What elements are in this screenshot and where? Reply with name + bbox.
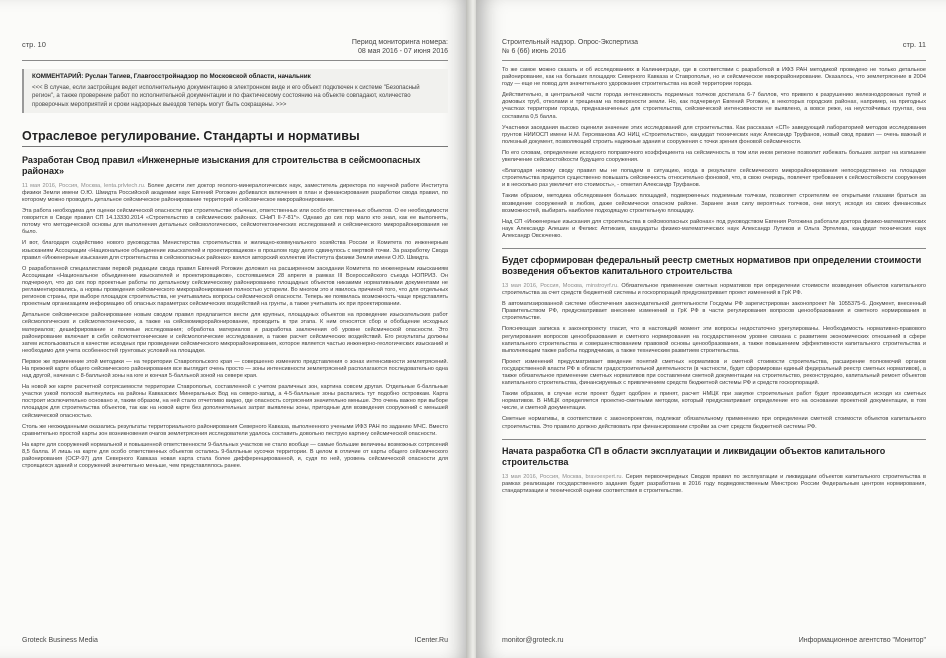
article-paragraph: По его словам, определение исходного поправочного коэффициента на сейсмичность в том или ином регионе позволит избежать больших затрат на излишнее увеличение сейсмостойкости будущего сооружения. bbox=[502, 149, 926, 164]
article-paragraph: «Благодаря новому своду правил мы не попадем в ситуацию, когда в результате сейсмического микрорайонирования непосредственно на площадке строительства придется существенно повышать сейсмичность относительно фоновой, что, в свою очередь, повлечет требования к сейсмостойкости сооружения и в несколько раз увеличит его стоимость», - отметил Александр Труфанов. bbox=[502, 168, 926, 189]
article-paragraph: Сметные нормативы, в соответствии с законопроектом, подлежат обязательному применению при определении сметной стоимости объектов капитального строительства. Это правило должно действовать при финансировании стройки за счет средств бюджетной системы РФ. bbox=[502, 416, 926, 430]
article-title: Будет сформирован федеральный реестр сметных нормативов при определении стоимости возведения объектов капитального строительства bbox=[502, 248, 926, 277]
article-paragraph: То же самое можно сказать и об исследованиях в Калининграде, где в соответствии с разработкой в ИФЗ РАН методикой проведено не только детальное районирование, как на больших площадях Северного Кавказа и Ставрополья, но и сейсмическое микрорайонирование. Оказалось, что землетрясение в 2004 году — еще не повод для значительного удорожания строительства на всей территории города. bbox=[502, 67, 926, 88]
section-title: Отраслевое регулирование. Стандарты и нормативы bbox=[22, 129, 448, 147]
article-paragraph: Детальное сейсмическое районирование новым сводом правил предлагается вести для крупных, площадных объектов на проведение изыскательских работ сейсмологических и сейсмотектонических, а также на сейсмомикрорайонирование, проводить в три этапа. К ним относятся сбор и обобщение исходных материалов; дешифрирование и полевые исследования; обработка материалов и разработка заключения об уровне сейсмической опасности. Это районирование включает в себя сейсмотектонические и сейсмологические исследования, а также расчет сейсмических воздействий. Его результаты должны затем использоваться в качестве исходных при проведении сейсмического микрорайонирования, которое является частью инженерно-геологических изысканий и необходимо для учета особенностей грунтовых условий на площадке. bbox=[22, 312, 448, 354]
header-rule bbox=[22, 60, 448, 61]
right-page-footer bbox=[502, 634, 926, 644]
publication-name: Строительный надзор. Опрос-Экспертиза bbox=[502, 39, 639, 46]
paragraph-text: Обязательное применение сметных нормативов при определении стоимости возведения объектов капитального строительства за счет средств бюджетной системы и госкорпораций предусматривает проект изменений в ГрК РФ. bbox=[502, 282, 926, 297]
article-paragraph: Эта работа необходима для оценки сейсмической опасности при строительстве обычных, ответственных или особо ответственных объектов. О ее необходимости говорится в Своде правил СП 14.13330.2014 «Строительство в сейсмических районах. СНиП II-7-81*». Однако до сих пор мало кто знал, как ее выполнять, потому что методической основы для выполнения детальных сейсмологических, сейсмотектонических исследований и сейсмического микрорайонирования не было. bbox=[22, 208, 448, 236]
right-page-header bbox=[502, 22, 926, 56]
article-paragraph bbox=[22, 183, 448, 204]
article-paragraph bbox=[502, 283, 926, 297]
article-paragraph: Поясняющая записка к законопроекту гласит, что в настоящий момент эти вопросы недостаточно урегулированы. Необходимость нормативно-правового регулирования вопросов ценообразования и сметного нормирования на государственном уровне связана с развитием экономических отношений в сфере капитального строительства и совершенствованием правовой основы ценообразования, а также повышением эффективности капитального строительства и выполняющим также работы подрядчикам, а также техническим развитием строительства. bbox=[502, 326, 926, 354]
article-paragraph: Таким образом, в случае если проект будет одобрен и принят, расчет НМЦК при закупке строительных работ будет производиться исходя из сметных нормативов. В НМЦК определяется проектно-сметными методом, который предусматривает определение его на основании проектной документации, в том числе, и сметной документации. bbox=[502, 391, 926, 412]
article-paragraph bbox=[502, 474, 926, 495]
article-meta: 13 мая 2016, Россия, Москва, minstroyrf.ru. bbox=[502, 282, 619, 289]
article-paragraph: Проект изменений предусматривает введение понятий сметных нормативов и сметной стоимости строительства, расширение полномочий органов государственной власти РФ в области градостроительной деятельности (в частности, будет сформирован единый федеральный реестр сметных нормативов), а также обязательное применение сметных нормативов при составлении сметной документации на строительство, реконструкцию, капитальный ремонт объектов капитального строительства, финансируемых с привлечением средств бюджетной системы РФ и средств госкорпораций. bbox=[502, 358, 926, 387]
left-page-footer bbox=[22, 634, 448, 644]
article-paragraph: И вот, благодаря содействию нового руководства Министерства строительства и жилищно-коммунального хозяйства России и Комитета по инженерным изысканиям Ассоциации «Национальное объединение изыскателей и проектировщиков» в прошлом году дело сдвинулось с мертвой точки. За разработку Свода правил «Инженерные изыскания для строительства в сейсмоопасных районах» взялся авторский коллектив Института физики Земли имени О.Ю. Шмидта. bbox=[22, 240, 448, 261]
comment-text: <<< В случае, если застройщик ведет исполнительную документацию в электронном виде и его объект подключен к системе "Безопасный регион", а также проверение работ по исполнительной документации и по фактическому состоянию на объекте совпадают, количество проверочных мероприятий и сроки надзорных выездов теперь могут быть сокращены. >>> bbox=[32, 85, 420, 108]
publisher-name: Groteck Business Media bbox=[22, 637, 98, 644]
article-title: Разработан Свод правил «Инженерные изыскания для строительства в сейсмоопасных районах» bbox=[22, 154, 421, 176]
article-paragraph: Таким образом, методика обследования больших площадей, подверженных подземным толчкам, позволяет строителям ее открытыми глазами браться за возведение сооружений в любом, даже сейсмически опасном районе. Заранее зная силу вероятных толчков, они могут, исходя из своих финансовых возможностей, выбирать наиболее подходящую строительную площадку. bbox=[502, 193, 926, 214]
monitoring-period bbox=[352, 38, 448, 56]
page-number: стр. 11 bbox=[902, 40, 926, 49]
right-page bbox=[476, 0, 946, 658]
publication-info bbox=[502, 38, 638, 56]
comment-box bbox=[22, 69, 448, 113]
article-meta: 11 мая 2016, Россия, Москва, lenta.prlvtech.ru. bbox=[22, 182, 146, 189]
paragraph-text: Серия первоочередных Сводов правил по эксплуатации и ликвидации объектов капитального строительства в рамках реализации государственного задания будет разработана в 2016 году подведомственным Минстрою России Федеральным центром нормирования, стандартизации и технической оценки соответствия в строительстве. bbox=[502, 473, 927, 494]
article-paragraph: На карте для сооружений нормальной и повышенной ответственности 9-балльных участков не стало вообще — самые большие величины возможных сотрясений 8,5 балла. И лишь на карте для особо ответственных объектов остались 9-балльные кусочки территории. В целом в отличие от карты общего сейсмического районирования (ОСР-97) для Северного Кавказа новая карта стала более дифференцированной, и, судя по ней, уровень сейсмической опасности для строящихся зданий и сооружений значительно меньше, чем представлялось ранее. bbox=[22, 441, 448, 470]
article-paragraph: О разработанной специалистами первой редакции свода правил Евгений Рогожин доложил на расширенном заседании Комитета по инженерным изысканиям Ассоциации «Национальное объединение изыскателей и проектировщиков», состоявшемся 28 апреля в рамках III Всероссийского съезда НОПРИЗ. Он подчеркнул, что до сих пор проектные работы по детальному сейсмическому районированию площадных объектов никакими нормативными документами не регламентировались, а нормы проведения сейсмического микрорайонирования полностью устарели. Во многом это и явилось причиной того, что для отдельных регионов страны, при выборе площадок строительства, не учитывались вопросы сейсмической опасности. Теперь же появилась возможность чаще представлять проектным организациям информацию об опасных параметрах сейсмических воздействий на грунты, а также учитывать их при проектировании. bbox=[22, 265, 448, 308]
paragraph-text: Более десяти лет доктор геолого-минералогических наук, заместитель директора по научной работе Института физики Земли имени О.Ю. Шмидта Российской академии наук Евгений Рогожин добивался включения в план и финансирования разработки свода правил, по которому можно проводить детальное сейсмическое районирование территорий и сейсмическое микрорайонирование. bbox=[22, 182, 448, 203]
monitoring-period-dates: 08 мая 2016 - 07 июня 2016 bbox=[357, 48, 448, 55]
article-meta: 13 мая 2016, Россия, Москва, bravoexpert.ru. bbox=[502, 473, 624, 480]
agency-name: Информационное агентство "Монитор" bbox=[798, 637, 926, 644]
article-paragraph: Столь же неожиданными оказались результаты территориального районирования Северного Кавказа, выполненного учеными ИФЗ РАН по заданию МЧС. Вместо сравнительно простой карты зон возникновения очагов землетрясения исследователи удалось составить довольно пеструю картину сейсмической опасности. bbox=[22, 423, 448, 437]
comment-title: КОММЕНТАРИЙ: Руслан Тагиев, Главгосстройнадзор по Московской области, начальник bbox=[32, 73, 311, 80]
article-paragraph: В автоматизированной системе обеспечения законодательной деятельности Госдумы РФ зарегистрирован законопроект № 1055375-6. Документ, внесенный Правительством РФ, предусматривает внесение изменений в ГрК РФ в части регулирования вопросов ценообразования и сметного нормирования в строительстве. bbox=[502, 301, 926, 322]
article-paragraph: Над СП «Инженерные изыскания для строительства в сейсмоопасных районах» под руководством Евгения Рогожина работали доктора физико-математических наук Александр Алешин и Феликс Аптикаев, кандидаты физико-математических наук Александр Лутиков и Ольга Эртелева, кандидат технических наук Александр Овсюченко. bbox=[502, 218, 926, 239]
monitoring-period-label: Период мониторинга номера: bbox=[351, 39, 448, 46]
footer-site: ICenter.Ru bbox=[414, 637, 448, 644]
contact-email: monitor@groteck.ru bbox=[502, 637, 564, 644]
article-title: Начата разработка СП в области эксплуатации и ликвидации объектов капитального строительства bbox=[502, 439, 926, 468]
left-page-header bbox=[22, 22, 448, 56]
article-paragraph: Действительно, в центральной части города интенсивность подземных толчков достигала 6-7 баллов, что привело к разрушению железнодорожных путей и домовых труб, отколами и трещинам на поверхности земли. Но, как подчеркнул Евгений Рогожин, в некоторых городских районах, например, на пригодных участках территории города, предназначенных для строительства, сейсмической интенсивности не выявлено, а вовсе реже, на неустойчивых грунтах, она составила 0,5 балла. bbox=[502, 92, 926, 120]
article-paragraph: Участники заседания высоко оценили значение этих исследований для строительства. Как рассказал «СП» заведующий лабораторией методов исследования грунтов НИИОСП имени Н.М. Герсеванова АО НИЦ «Строительство», кандидат технических наук Александр Труфанов, новый свод правил — очень важный и полезный документ, позволяющий строить надежные здания и сооружения с точки зрения фоновой сейсмичности. bbox=[502, 124, 926, 145]
page-number: стр. 10 bbox=[22, 40, 46, 49]
left-page bbox=[0, 0, 470, 658]
article-paragraph: На новой же карте расчетной сотрясаемости территории Ставрополья, составленной с учетом различных зон, картина совсем другая. Отдельные 6-балльные участки узкой полосой вытянулись на районы Кавказских Минеральных Вод на северо-запад, а 4-5-балльные зоны распались тут подобно островкам. Карта построит исключительно основано и, таким образом, на ней стало отчетливо видно, где опасность сотрясения значительно меньше. Это очень важно при выборе площадок для строительства объектов, так как на новой карте без дополнительных затрат выявлены зоны, пригодные для возведения сооружений с меньшей сейсмической опасностью. bbox=[22, 384, 448, 419]
issue-number: № 6 (66) июнь 2016 bbox=[502, 48, 566, 55]
article-paragraph: Первое же применение этой методики — на территории Ставропольского края — совершенно изменило представления о зонах интенсивности землетрясений. На прежней карте общего сейсмического районирования все выглядит очень просто — зоны интенсивности землетрясений располагаются последовательно одна над другой, начиная с 8-балльной зоны на юге и кончая 5-балльной зоной на севере края. bbox=[22, 358, 448, 380]
